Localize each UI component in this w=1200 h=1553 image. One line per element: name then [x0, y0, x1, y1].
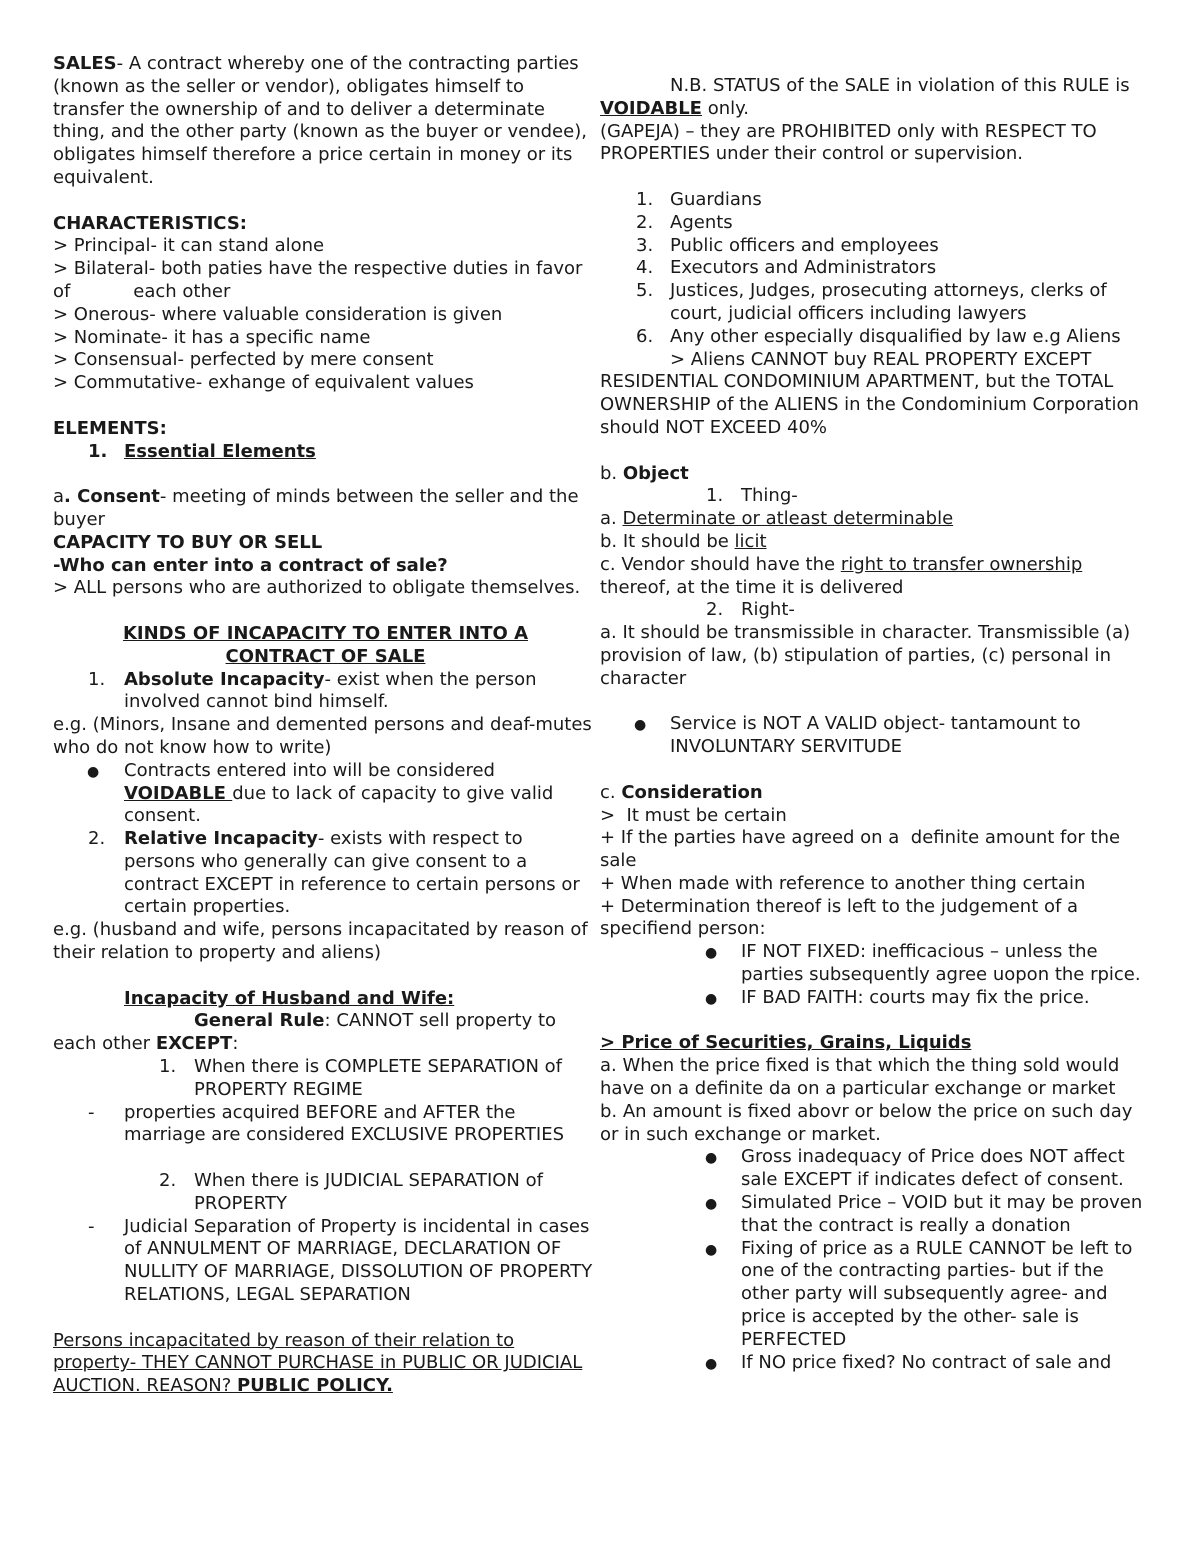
- consent-paragraph: [53, 486, 598, 532]
- list-number: 2.: [159, 1170, 177, 1192]
- list-number: 4.: [636, 257, 654, 279]
- complete-dash-text: properties acquired BEFORE and AFTER the marriage are considered EXCLUSIVE PROPERTIES: [124, 1101, 565, 1146]
- complete-separation-item: [53, 1056, 598, 1102]
- prohibited-item-text: Public officers and employees: [670, 234, 939, 256]
- aliens-note-text: > Aliens CANNOT buy REAL PROPERTY EXCEPT RESIDENTIAL CONDOMINIUM APARTMENT, but the TOTAL OWNERSHIP of the ALIENS in the Condominium Corporation should NOT EXCEED 40%: [600, 348, 1139, 438]
- kinds-heading: KINDS OF INCAPACITY TO ENTER INTO A CONTRACT OF SALE: [122, 622, 529, 667]
- dash-marker: -: [88, 1101, 95, 1123]
- right-a: a. It should be transmissible in character. Transmissible (a) provision of law, (b) stipulation of parties, (c) personal in character: [600, 622, 1131, 689]
- consideration-line: + If the parties have agreed on a definite amount for the sale: [600, 827, 1126, 872]
- except-colon: :: [232, 1033, 239, 1055]
- relative-title: Relative Incapacity: [124, 828, 318, 850]
- sales-def-text: - A contract whereby one of the contracting parties (known as the seller or vendor), obligates himself to transfer the ownership of and to deliver a determinate thing, and the other party (known as the buyer or vendee), obligates himself therefore a price certain in money or its equivalent.: [53, 53, 587, 188]
- prohibited-item-text: Agents: [670, 211, 733, 233]
- price-bullet-text: Fixing of price as a RULE CANNOT be left to one of the contracting parties- but if the other party will subsequently agree- and price is accepted by the other- sale is PERFECTED: [741, 1237, 1133, 1350]
- thing-b-prefix: b. It should be: [600, 530, 735, 552]
- judicial-dash-item: [53, 1216, 598, 1307]
- aliens-note: [600, 349, 1148, 440]
- prohibited-item: [600, 280, 1148, 326]
- consent-title: . Consent: [64, 486, 160, 508]
- list-number: 5.: [636, 280, 654, 302]
- thing-c: [600, 554, 1148, 600]
- right-label: Right-: [741, 599, 795, 621]
- list-number: 6.: [636, 325, 654, 347]
- characteristic-item: > Nominate- it has a specific name: [53, 326, 371, 348]
- prohibited-item: [600, 235, 1148, 258]
- price-bullet: [600, 1352, 1148, 1375]
- bullet-icon: ●: [705, 1355, 718, 1372]
- prohibited-item-text: Guardians: [670, 188, 762, 210]
- bullet-icon: ●: [705, 1150, 718, 1167]
- characteristics-list: [53, 235, 598, 395]
- absolute-eg: e.g. (Minors, Insane and demented persons and deaf-mutes who do not know how to write): [53, 714, 592, 758]
- thing-item: [600, 485, 1148, 508]
- thing-c-prefix: c. Vendor should have the: [600, 553, 841, 575]
- bullet-icon: ●: [705, 945, 718, 962]
- list-number: 1.: [88, 440, 108, 462]
- absolute-title: Absolute Incapacity: [124, 668, 325, 690]
- bad-faith-bullet: [600, 987, 1148, 1010]
- price-bullet-text: Simulated Price – VOID but it may be proven that the contract is really a donation: [741, 1192, 1143, 1236]
- characteristic-item: > Onerous- where valuable consideration is given: [53, 303, 503, 325]
- sales-term: SALES: [53, 53, 117, 74]
- judicial-separation-item: [53, 1170, 598, 1216]
- absolute-text: - exist when the person involved cannot bind himself.: [124, 668, 537, 713]
- object-title: Object: [622, 462, 689, 484]
- securities-b: b. An amount is fixed abovr or below the price on such day or in such exchange or market.: [600, 1100, 1133, 1145]
- relative-eg: e.g. (husband and wife, persons incapacitated by reason of their relation to property and aliens): [53, 919, 588, 964]
- nb-text-b: only.: [701, 97, 749, 119]
- general-rule-text: : CANNOT sell property to each other: [53, 1010, 557, 1055]
- list-number: 1.: [706, 485, 724, 507]
- persons-incapacitated: [53, 1330, 598, 1398]
- nb-text-a: N.B. STATUS of the SALE in violation of this RULE is: [670, 75, 1130, 96]
- not-fixed-bullet: [600, 941, 1148, 987]
- characteristics-heading: CHARACTERISTICS:: [53, 212, 247, 234]
- capacity-heading: CAPACITY TO BUY OR SELL: [53, 531, 323, 553]
- bullet-text-a: Contracts entered into will be considered: [124, 759, 495, 781]
- consideration-line: + When made with reference to another thing certain: [600, 872, 1086, 894]
- general-rule-label: General Rule: [194, 1010, 325, 1032]
- characteristic-item: > Bilateral- both paties have the respective duties in favor of each other: [53, 258, 589, 302]
- complete-dash-item: [53, 1102, 598, 1148]
- thing-c-underlined: right to transfer ownership: [840, 553, 1083, 575]
- thing-a: [600, 508, 1148, 531]
- list-number: 1.: [636, 188, 654, 210]
- consent-letter: a: [53, 486, 65, 508]
- list-number: 2.: [706, 599, 724, 621]
- capacity-question: -Who can enter into a contract of sale?: [53, 554, 448, 576]
- thing-a-text: Determinate or atleast determinable: [622, 508, 954, 530]
- except-word: EXCEPT: [155, 1033, 233, 1055]
- price-bullet: [600, 1238, 1148, 1352]
- service-bullet-text: Service is NOT A VALID object- tantamount to INVOLUNTARY SERVITUDE: [670, 713, 1081, 758]
- general-rule: [53, 1010, 598, 1056]
- thing-c-suffix: thereof, at the time it is delivered: [600, 576, 904, 598]
- bullet-icon: ●: [705, 1241, 718, 1258]
- sales-definition: [53, 53, 598, 190]
- consideration-title: Consideration: [621, 781, 763, 803]
- characteristic-item: > Commutative- exhange of equivalent values: [53, 372, 474, 394]
- bullet-icon: ●: [705, 1196, 718, 1213]
- bad-faith-text: IF BAD FAITH: courts may fix the price.: [741, 986, 1090, 1008]
- prohibited-list: [600, 189, 1148, 349]
- characteristic-item: > Consensual- perfected by mere consent: [53, 349, 434, 371]
- prohibited-item: [600, 189, 1148, 212]
- relative-incapacity-item: [53, 828, 598, 919]
- right-item: [600, 599, 1148, 622]
- persons-text: Persons incapacitated by reason of their relation to property- THEY CANNOT PURCHASE in PUBLIC OR JUDICIAL AUCTION. REASON?: [53, 1329, 583, 1397]
- thing-b-text: licit: [734, 530, 767, 552]
- prohibited-item: [600, 257, 1148, 280]
- price-bullet-text: If NO price fixed? No contract of sale and: [741, 1351, 1112, 1373]
- thing-label: Thing-: [741, 485, 798, 507]
- dash-marker: -: [88, 1215, 95, 1237]
- consideration-line: + Determination thereof is left to the judgement of a specifiend person:: [600, 895, 1079, 940]
- list-number: 2.: [636, 211, 654, 233]
- public-policy: PUBLIC POLICY.: [236, 1375, 393, 1397]
- nb-status: [600, 75, 1148, 121]
- bullet-icon: ●: [634, 717, 647, 734]
- consideration-letter: c.: [600, 781, 622, 803]
- list-number: 2.: [88, 828, 106, 850]
- not-fixed-text: IF NOT FIXED: inefficacious – unless the parties subsequently agree uopon the rpice.: [741, 941, 1141, 986]
- husband-wife-heading: Incapacity of Husband and Wife:: [124, 987, 455, 1009]
- price-bullet: [600, 1146, 1148, 1192]
- prohibited-item: [600, 326, 1148, 349]
- list-number: 3.: [636, 234, 654, 256]
- service-bullet: [600, 713, 1148, 759]
- thing-b: [600, 531, 1148, 554]
- voidable-word: VOIDABLE: [124, 782, 233, 804]
- price-bullet: [600, 1192, 1148, 1238]
- consideration-heading: [600, 782, 1148, 805]
- list-number: 1.: [159, 1056, 177, 1078]
- relative-text: - exists with respect to persons who generally can give consent to a contract EXCEPT in reference to certain persons or certain properties.: [124, 828, 580, 918]
- consent-text: - meeting of minds between the seller and the buyer: [53, 486, 579, 530]
- left-column: [53, 53, 598, 1398]
- securities-a: a. When the price fixed is that which the thing sold would have on a definite da on a particular exchange or market: [600, 1055, 1120, 1100]
- absolute-bullet: [53, 760, 598, 828]
- complete-text: When there is COMPLETE SEPARATION of PROPERTY REGIME: [194, 1056, 562, 1100]
- bullet-icon: ●: [705, 990, 718, 1007]
- gapeja-note: (GAPEJA) – they are PROHIBITED only with RESPECT TO PROPERTIES under their control or supervision.: [600, 120, 1097, 165]
- object-heading: [600, 463, 1148, 486]
- list-number: 1.: [88, 668, 106, 690]
- thing-a-prefix: a.: [600, 508, 623, 530]
- essential-elements-item: [53, 441, 598, 464]
- bullet-icon: ●: [87, 763, 100, 780]
- nb-voidable: VOIDABLE: [600, 97, 702, 119]
- judicial-text: When there is JUDICIAL SEPARATION of PROPERTY: [194, 1170, 543, 1214]
- prohibited-item-text: Executors and Administrators: [670, 257, 937, 279]
- securities-heading: > Price of Securities, Grains, Liquids: [600, 1032, 972, 1054]
- prohibited-item-text: Justices, Judges, prosecuting attorneys, clerks of court, judicial officers including lawyers: [670, 280, 1107, 324]
- capacity-answer: > ALL persons who are authorized to obligate themselves.: [53, 577, 581, 599]
- prohibited-item-text: Any other especially disqualified by law e.g Aliens: [670, 325, 1121, 347]
- object-letter: b.: [600, 462, 623, 484]
- judicial-dash-text: Judicial Separation of Property is incidental in cases of ANNULMENT OF MARRIAGE, DECLARATION OF NULLITY OF MARRIAGE, DISSOLUTION OF PROPERTY RELATIONS, LEGAL SEPARATION: [124, 1215, 593, 1306]
- characteristic-item: > Principal- it can stand alone: [53, 235, 325, 257]
- essential-elements-label: Essential Elements: [124, 440, 316, 462]
- elements-heading: ELEMENTS:: [53, 417, 167, 439]
- bullet-text-b: due to lack of capacity to give valid consent.: [124, 782, 554, 827]
- consideration-line: > It must be certain: [600, 804, 787, 826]
- price-bullet-text: Gross inadequacy of Price does NOT affect sale EXCEPT if indicates defect of consent.: [741, 1146, 1125, 1191]
- right-column: [600, 53, 1148, 1374]
- prohibited-item: [600, 212, 1148, 235]
- absolute-incapacity-item: [53, 669, 598, 715]
